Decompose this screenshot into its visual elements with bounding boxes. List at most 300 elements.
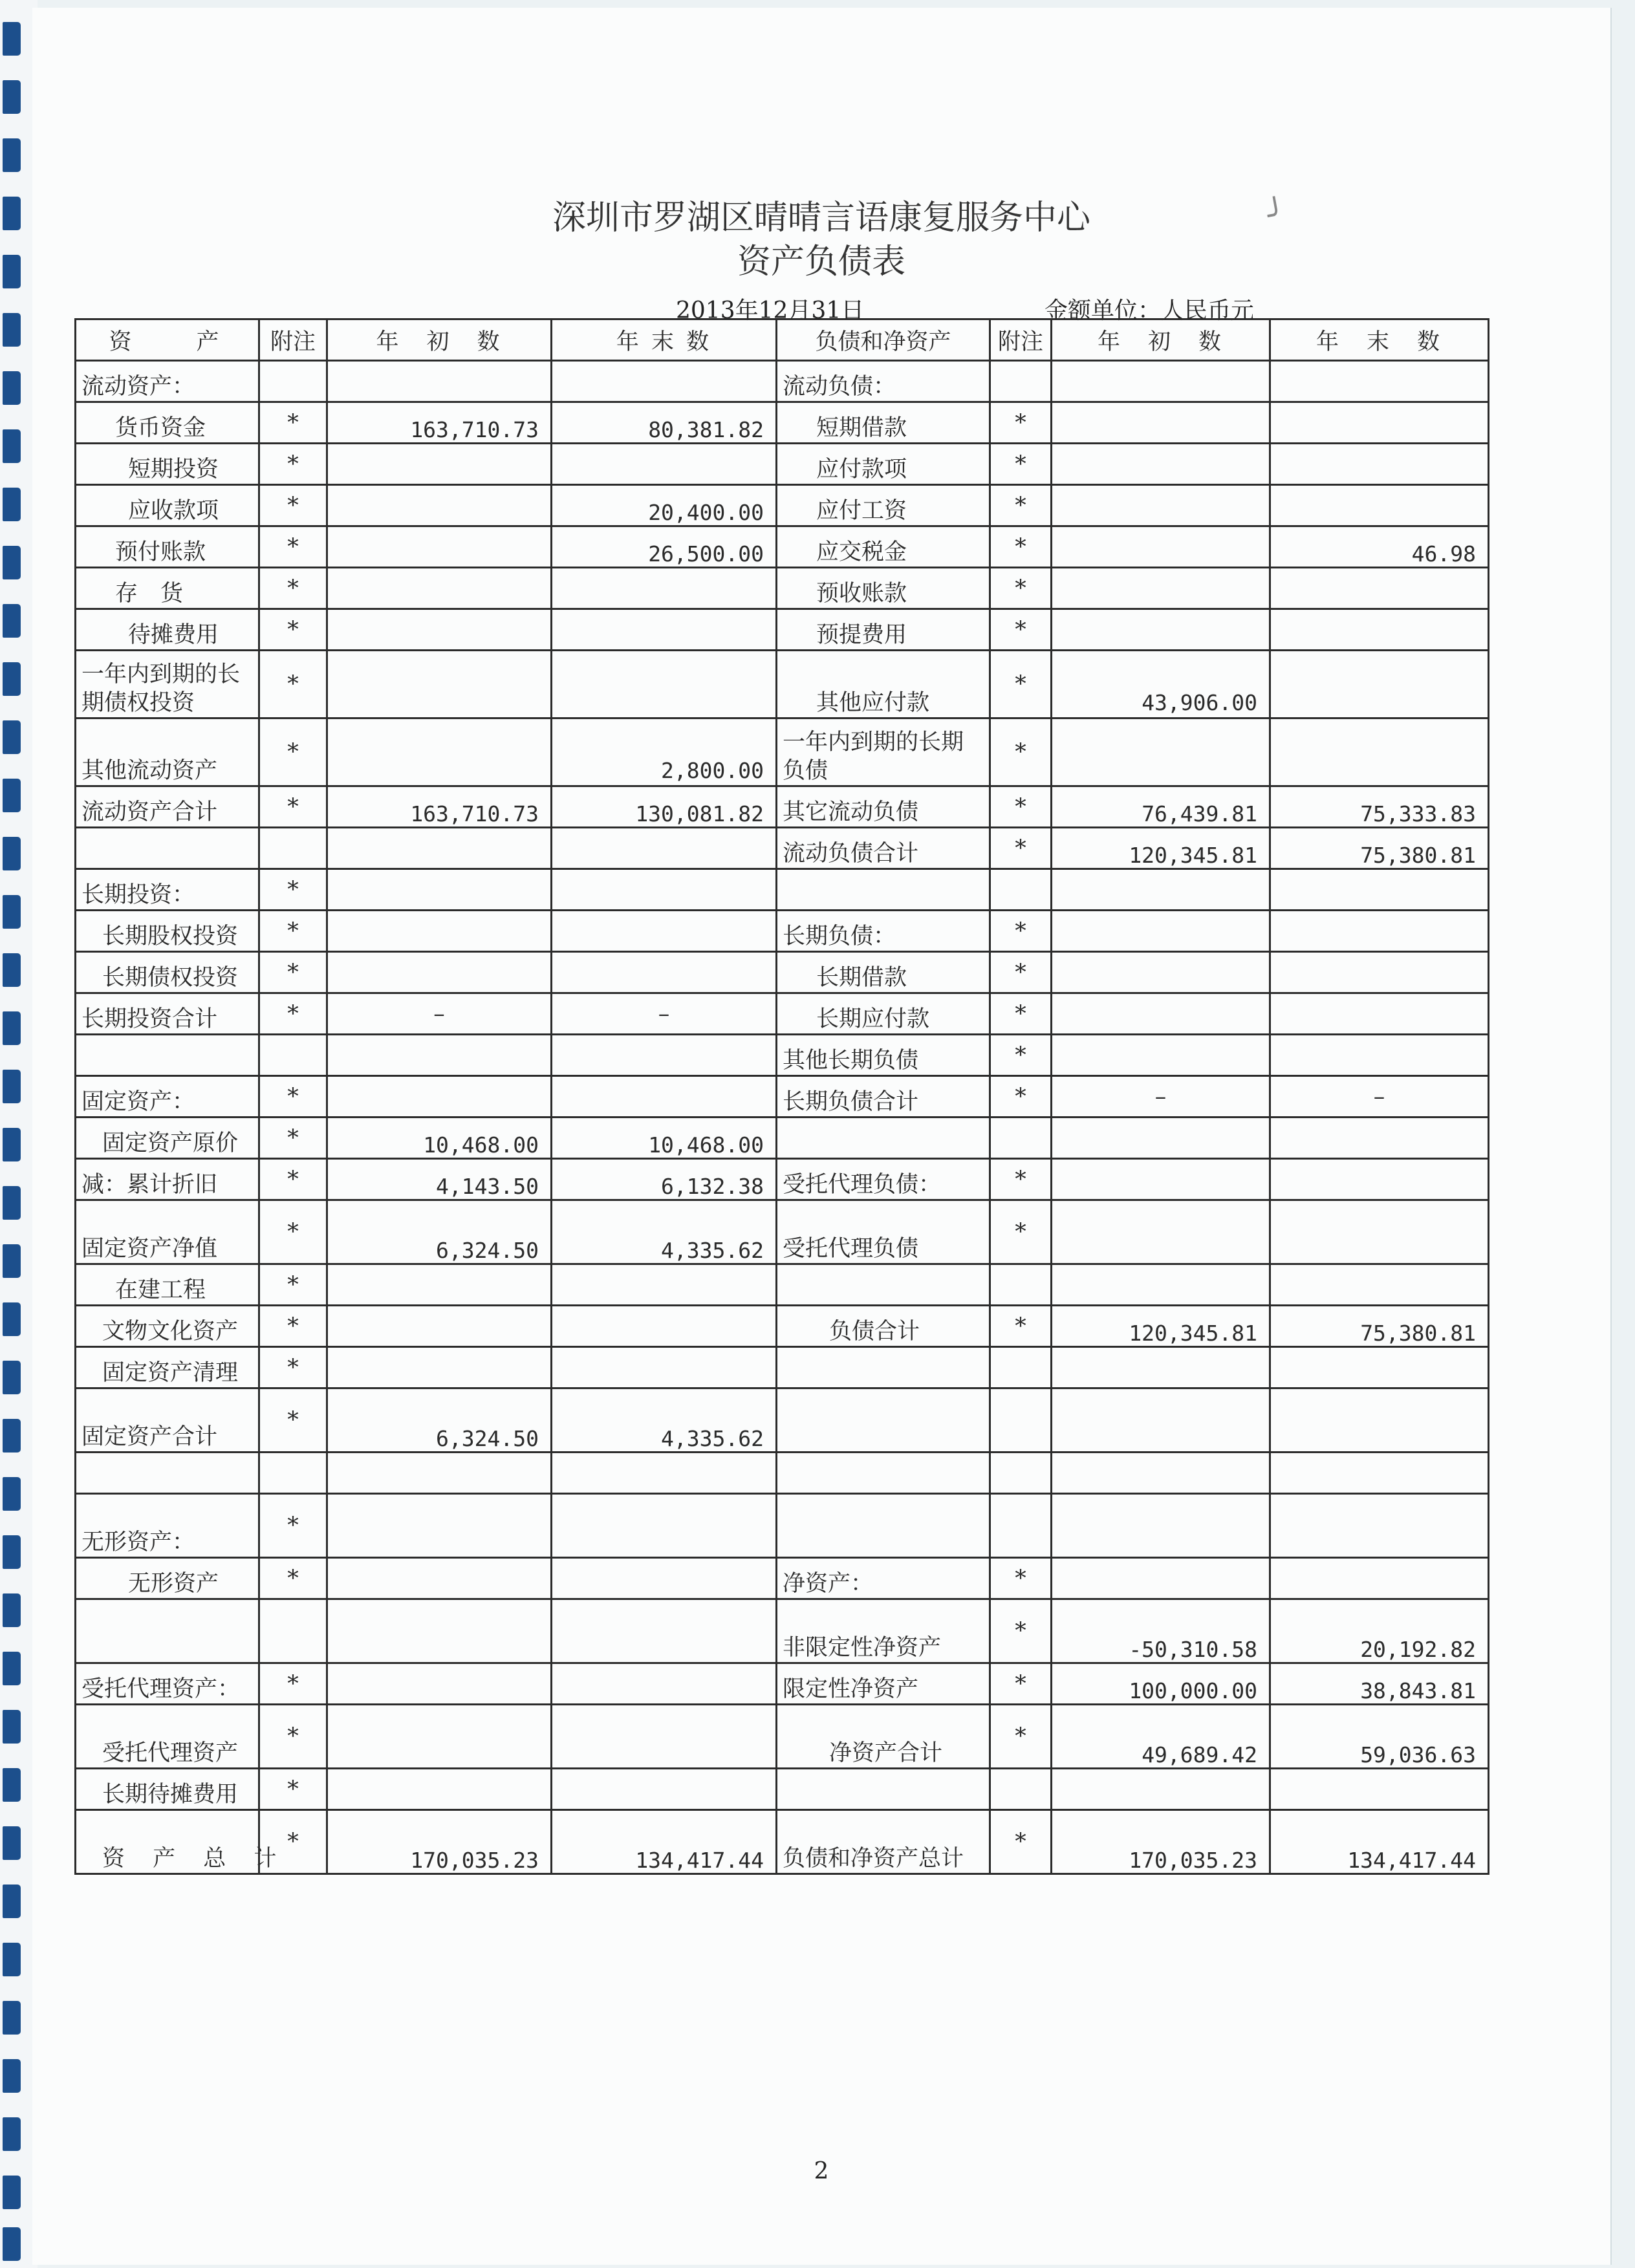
binding-ring [3, 1826, 21, 1860]
liability-begin-value [1052, 568, 1270, 609]
liability-end-value [1270, 952, 1489, 993]
asset-label: 长期股权投资 [76, 911, 259, 952]
liability-begin-value: 49,689.42 [1052, 1705, 1270, 1769]
note-mark: * [990, 1035, 1052, 1076]
liability-begin-value [1052, 1453, 1270, 1494]
table-row [76, 1599, 1489, 1663]
binding-ring [3, 22, 21, 56]
binding-ring [3, 1361, 21, 1394]
liability-end-value [1270, 1200, 1489, 1264]
note-mark: * [990, 485, 1052, 526]
binding-ring [3, 662, 21, 696]
liability-end-value [1270, 1035, 1489, 1076]
liability-begin-value: -50,310.58 [1052, 1599, 1270, 1663]
asset-label: 流动资产合计 [76, 786, 259, 828]
binding-ring [3, 488, 21, 521]
table-row [76, 1035, 1489, 1076]
table-row [76, 402, 1489, 444]
binding-ring [3, 2059, 21, 2093]
asset-begin-value [327, 1264, 552, 1306]
liability-begin-value [1052, 1159, 1270, 1200]
asset-end-value [552, 1264, 777, 1306]
liability-label: 负债合计 [777, 1306, 990, 1347]
note-mark [259, 361, 327, 402]
asset-begin-value: 6,324.50 [327, 1200, 552, 1264]
asset-end-value [552, 1453, 777, 1494]
asset-label: 流动资产： [76, 361, 259, 402]
binding-ring [3, 1885, 21, 1918]
table-row [76, 1494, 1489, 1558]
note-mark: * [990, 444, 1052, 485]
table-row [76, 1264, 1489, 1306]
asset-begin-value [327, 1035, 552, 1076]
liability-label: 其他长期负债 [777, 1035, 990, 1076]
asset-begin-value [327, 1705, 552, 1769]
asset-label: 固定资产合计 [76, 1388, 259, 1453]
liability-begin-value: 120,345.81 [1052, 828, 1270, 869]
binding-ring [3, 2117, 21, 2151]
table-row [76, 444, 1489, 485]
liability-end-value [1270, 402, 1489, 444]
asset-begin-value [327, 651, 552, 718]
asset-begin-value [327, 1663, 552, 1705]
note-mark [990, 1769, 1052, 1810]
asset-label [76, 1035, 259, 1076]
asset-label: 长期待摊费用 [76, 1769, 259, 1810]
asset-begin-value [327, 1347, 552, 1388]
note-mark: * [259, 1663, 327, 1705]
note-mark [259, 1035, 327, 1076]
note-mark: * [259, 402, 327, 444]
asset-label: 长期债权投资 [76, 952, 259, 993]
table-row [76, 1306, 1489, 1347]
note-mark [990, 1264, 1052, 1306]
asset-total-begin: 170,035.23 [327, 1810, 552, 1874]
liability-label [777, 1388, 990, 1453]
asset-end-value [552, 1035, 777, 1076]
note-mark: * [259, 1118, 327, 1159]
col-liability: 负债和净资产 [777, 319, 990, 361]
liability-end-value [1270, 1347, 1489, 1388]
table-row [76, 993, 1489, 1035]
liability-label: 限定性净资产 [777, 1663, 990, 1705]
liability-begin-value [1052, 1388, 1270, 1453]
table-row [76, 786, 1489, 828]
note-mark: * [259, 1200, 327, 1264]
note-mark: * [259, 1159, 327, 1200]
asset-label: 待摊费用 [76, 609, 259, 651]
note-mark: * [259, 1076, 327, 1118]
table-row [76, 609, 1489, 651]
liability-begin-value [1052, 444, 1270, 485]
liability-label: 一年内到期的长期负债 [777, 718, 990, 786]
note-mark: * [990, 786, 1052, 828]
liability-label [777, 1264, 990, 1306]
table-row [76, 1347, 1489, 1388]
asset-label [76, 1599, 259, 1663]
liability-begin-value [1052, 526, 1270, 568]
note-mark: * [259, 568, 327, 609]
binding-ring [3, 837, 21, 870]
liability-begin-value [1052, 1558, 1270, 1599]
asset-begin-value [327, 1599, 552, 1663]
asset-begin-value: 10,468.00 [327, 1118, 552, 1159]
binding-ring [3, 1070, 21, 1103]
liability-begin-value: – [1052, 1076, 1270, 1118]
binding-ring [3, 1477, 21, 1511]
liability-end-value [1270, 1558, 1489, 1599]
asset-total-label: 资 产 总 计 [76, 1810, 259, 1874]
liability-label: 其它流动负债 [777, 786, 990, 828]
table-row [76, 485, 1489, 526]
table-row [76, 1118, 1489, 1159]
asset-begin-value [327, 1558, 552, 1599]
asset-label [76, 828, 259, 869]
asset-end-value [552, 444, 777, 485]
asset-begin-value [327, 1306, 552, 1347]
liability-label: 预提费用 [777, 609, 990, 651]
asset-end-value [552, 1705, 777, 1769]
liability-end-value [1270, 993, 1489, 1035]
asset-label: 长期投资合计 [76, 993, 259, 1035]
asset-label: 受托代理资产： [76, 1663, 259, 1705]
liability-label: 预收账款 [777, 568, 990, 609]
liability-label: 净资产合计 [777, 1705, 990, 1769]
note-mark: * [990, 911, 1052, 952]
balance-sheet-table [74, 318, 1489, 1875]
liability-begin-value [1052, 1494, 1270, 1558]
asset-label: 受托代理资产 [76, 1705, 259, 1769]
liability-label: 长期借款 [777, 952, 990, 993]
asset-label: 固定资产清理 [76, 1347, 259, 1388]
asset-begin-value [327, 1453, 552, 1494]
asset-label: 存 货 [76, 568, 259, 609]
liability-end-value [1270, 1769, 1489, 1810]
liability-end-value: 20,192.82 [1270, 1599, 1489, 1663]
binding-ring [3, 371, 21, 405]
table-row [76, 1663, 1489, 1705]
liability-total-end: 134,417.44 [1270, 1810, 1489, 1874]
asset-end-value: 6,132.38 [552, 1159, 777, 1200]
asset-begin-value [327, 828, 552, 869]
liability-label: 应付工资 [777, 485, 990, 526]
note-mark: * [990, 1599, 1052, 1663]
liability-end-value [1270, 1118, 1489, 1159]
asset-end-value: 4,335.62 [552, 1388, 777, 1453]
asset-label: 货币资金 [76, 402, 259, 444]
note-mark: * [259, 718, 327, 786]
liability-begin-value: 43,906.00 [1052, 651, 1270, 718]
binding-ring [3, 1419, 21, 1453]
asset-label: 减：累计折旧 [76, 1159, 259, 1200]
liability-end-value [1270, 568, 1489, 609]
note-mark: * [990, 402, 1052, 444]
note-mark: * [990, 952, 1052, 993]
liability-label: 长期负债： [777, 911, 990, 952]
binding-ring [3, 1186, 21, 1220]
liability-label: 流动负债： [777, 361, 990, 402]
asset-label: 固定资产原价 [76, 1118, 259, 1159]
liability-begin-value [1052, 952, 1270, 993]
note-mark: * [990, 1558, 1052, 1599]
table-row [76, 1159, 1489, 1200]
liability-begin-value [1052, 1035, 1270, 1076]
asset-end-value [552, 1663, 777, 1705]
asset-begin-value: 163,710.73 [327, 402, 552, 444]
liability-end-value: 75,380.81 [1270, 1306, 1489, 1347]
note-mark: * [259, 1388, 327, 1453]
liability-begin-value [1052, 1347, 1270, 1388]
liability-end-value [1270, 1159, 1489, 1200]
note-mark: * [259, 485, 327, 526]
note-mark [990, 1118, 1052, 1159]
binding-ring [3, 1011, 21, 1045]
binding-ring [3, 1710, 21, 1744]
note-mark: * [259, 869, 327, 911]
asset-label: 无形资产： [76, 1494, 259, 1558]
document-title: 资产负债表 [737, 243, 905, 281]
binding-ring [3, 197, 21, 230]
asset-end-value: 10,468.00 [552, 1118, 777, 1159]
binding-ring [3, 2176, 21, 2209]
asset-end-value [552, 911, 777, 952]
asset-begin-value [327, 718, 552, 786]
col-begin: 年 初 数 [327, 319, 552, 361]
note-mark: * [259, 444, 327, 485]
liability-end-value [1270, 718, 1489, 786]
note-mark: * [259, 526, 327, 568]
asset-begin-value [327, 1769, 552, 1810]
note-mark [259, 1599, 327, 1663]
liability-begin-value [1052, 911, 1270, 952]
asset-end-value [552, 869, 777, 911]
liability-label [777, 1347, 990, 1388]
asset-begin-value [327, 609, 552, 651]
liability-begin-value [1052, 993, 1270, 1035]
note-mark: * [259, 1769, 327, 1810]
binding-ring [3, 80, 21, 114]
liability-label: 长期应付款 [777, 993, 990, 1035]
liability-begin-value: 100,000.00 [1052, 1663, 1270, 1705]
note-mark: * [259, 1558, 327, 1599]
asset-begin-value: 6,324.50 [327, 1388, 552, 1453]
binding-ring [3, 720, 21, 754]
liability-end-value: 59,036.63 [1270, 1705, 1489, 1769]
asset-label: 短期投资 [76, 444, 259, 485]
liability-begin-value [1052, 361, 1270, 402]
liability-label: 应交税金 [777, 526, 990, 568]
asset-end-value [552, 361, 777, 402]
asset-end-value [552, 1599, 777, 1663]
note-mark: * [990, 1076, 1052, 1118]
note-mark: * [259, 1705, 327, 1769]
asset-end-value: 26,500.00 [552, 526, 777, 568]
table-row [76, 568, 1489, 609]
liability-end-value [1270, 869, 1489, 911]
asset-begin-value [327, 952, 552, 993]
liability-begin-value [1052, 869, 1270, 911]
organization-name: 深圳市罗湖区晴晴言语康复服务中心 [552, 199, 1090, 237]
liability-end-value [1270, 651, 1489, 718]
asset-end-value [552, 651, 777, 718]
binding-ring [3, 313, 21, 347]
liability-label [777, 1494, 990, 1558]
asset-end-value [552, 1347, 777, 1388]
liability-end-value: – [1270, 1076, 1489, 1118]
asset-label: 在建工程 [76, 1264, 259, 1306]
asset-label: 固定资产净值 [76, 1200, 259, 1264]
note-mark [990, 1388, 1052, 1453]
binding-ring [3, 1593, 21, 1627]
liability-begin-value [1052, 1200, 1270, 1264]
liability-label [777, 1769, 990, 1810]
table-row [76, 1810, 1489, 1874]
asset-total-end: 134,417.44 [552, 1810, 777, 1874]
liability-label [777, 1453, 990, 1494]
table-row [76, 869, 1489, 911]
asset-end-value [552, 609, 777, 651]
page-number: 2 [814, 2158, 829, 2185]
table-row [76, 718, 1489, 786]
table-row [76, 1769, 1489, 1810]
asset-begin-value: – [327, 993, 552, 1035]
binding-ring [3, 895, 21, 929]
note-mark: * [990, 1663, 1052, 1705]
liability-end-value [1270, 1388, 1489, 1453]
col-begin-2: 年 初 数 [1052, 319, 1270, 361]
note-mark: * [990, 1705, 1052, 1769]
asset-label: 一年内到期的长期债权投资 [76, 651, 259, 718]
asset-label: 长期投资： [76, 869, 259, 911]
asset-end-value [552, 1076, 777, 1118]
liability-end-value [1270, 609, 1489, 651]
binding-ring [3, 1244, 21, 1278]
asset-begin-value [327, 1494, 552, 1558]
note-mark: * [259, 1347, 327, 1388]
note-mark: * [990, 1306, 1052, 1347]
col-end: 年 末 数 [552, 319, 777, 361]
asset-end-value: 20,400.00 [552, 485, 777, 526]
table-row [76, 1200, 1489, 1264]
asset-end-value [552, 952, 777, 993]
table-row [76, 361, 1489, 402]
liability-end-value [1270, 444, 1489, 485]
note-mark [990, 361, 1052, 402]
asset-end-value [552, 1306, 777, 1347]
col-note-2: 附注 [990, 319, 1052, 361]
binding-ring [3, 1652, 21, 1685]
liability-label: 流动负债合计 [777, 828, 990, 869]
note-mark: * [259, 911, 327, 952]
currency-unit: 金额单位：人民币元 [1045, 297, 1255, 324]
binding-ring [3, 1535, 21, 1569]
asset-label: 应收款项 [76, 485, 259, 526]
asset-begin-value [327, 911, 552, 952]
binding-ring [3, 1128, 21, 1161]
liability-end-value: 75,333.83 [1270, 786, 1489, 828]
asset-end-value [552, 1494, 777, 1558]
liability-label: 应付款项 [777, 444, 990, 485]
binding-ring [3, 2227, 21, 2261]
note-mark [259, 1453, 327, 1494]
note-mark [259, 828, 327, 869]
note-mark: * [259, 786, 327, 828]
table-row [76, 1076, 1489, 1118]
binding-ring [3, 2001, 21, 2035]
asset-label: 无形资产 [76, 1558, 259, 1599]
asset-begin-value [327, 1076, 552, 1118]
note-mark: * [990, 993, 1052, 1035]
note-mark: * [990, 828, 1052, 869]
asset-begin-value [327, 869, 552, 911]
table-row [76, 952, 1489, 993]
note-mark: * [990, 1200, 1052, 1264]
liability-label: 短期借款 [777, 402, 990, 444]
liability-begin-value [1052, 609, 1270, 651]
col-asset: 资 产 [76, 319, 259, 361]
asset-begin-value: 163,710.73 [327, 786, 552, 828]
asset-label: 预付账款 [76, 526, 259, 568]
note-mark [990, 1347, 1052, 1388]
binding-ring [3, 604, 21, 638]
liability-label: 受托代理负债： [777, 1159, 990, 1200]
liability-total-begin: 170,035.23 [1052, 1810, 1270, 1874]
table-row [76, 911, 1489, 952]
liability-end-value [1270, 485, 1489, 526]
binding-ring [3, 138, 21, 172]
asset-label: 其他流动资产 [76, 718, 259, 786]
liability-begin-value: 76,439.81 [1052, 786, 1270, 828]
note-mark: * [259, 952, 327, 993]
binding-ring [3, 953, 21, 987]
liability-end-value: 38,843.81 [1270, 1663, 1489, 1705]
pen-mark: ╯ [1264, 195, 1290, 235]
note-mark [990, 1494, 1052, 1558]
note-mark: * [990, 568, 1052, 609]
document-page [32, 8, 1612, 2265]
asset-label [76, 1453, 259, 1494]
asset-end-value [552, 568, 777, 609]
note-mark: * [259, 651, 327, 718]
binding-ring [3, 1768, 21, 1802]
liability-begin-value [1052, 485, 1270, 526]
liability-label: 其他应付款 [777, 651, 990, 718]
asset-end-value [552, 1769, 777, 1810]
liability-end-value [1270, 911, 1489, 952]
table-header-row [76, 319, 1489, 361]
binding-ring [3, 546, 21, 579]
col-note: 附注 [259, 319, 327, 361]
binding-ring [3, 1302, 21, 1336]
liability-begin-value [1052, 1264, 1270, 1306]
col-end-2: 年 末 数 [1270, 319, 1489, 361]
asset-begin-value [327, 444, 552, 485]
liability-label: 受托代理负债 [777, 1200, 990, 1264]
binding-ring [3, 1943, 21, 1976]
table-row [76, 651, 1489, 718]
asset-begin-value [327, 526, 552, 568]
note-mark: * [259, 1810, 327, 1874]
report-date: 2013年12月31日 [676, 297, 865, 324]
note-mark: * [990, 609, 1052, 651]
asset-begin-value: 4,143.50 [327, 1159, 552, 1200]
liability-label [777, 869, 990, 911]
liability-begin-value [1052, 1118, 1270, 1159]
table-row [76, 1388, 1489, 1453]
binding-ring [3, 255, 21, 288]
liability-begin-value: 120,345.81 [1052, 1306, 1270, 1347]
liability-total-label: 负债和净资产总计 [777, 1810, 990, 1874]
